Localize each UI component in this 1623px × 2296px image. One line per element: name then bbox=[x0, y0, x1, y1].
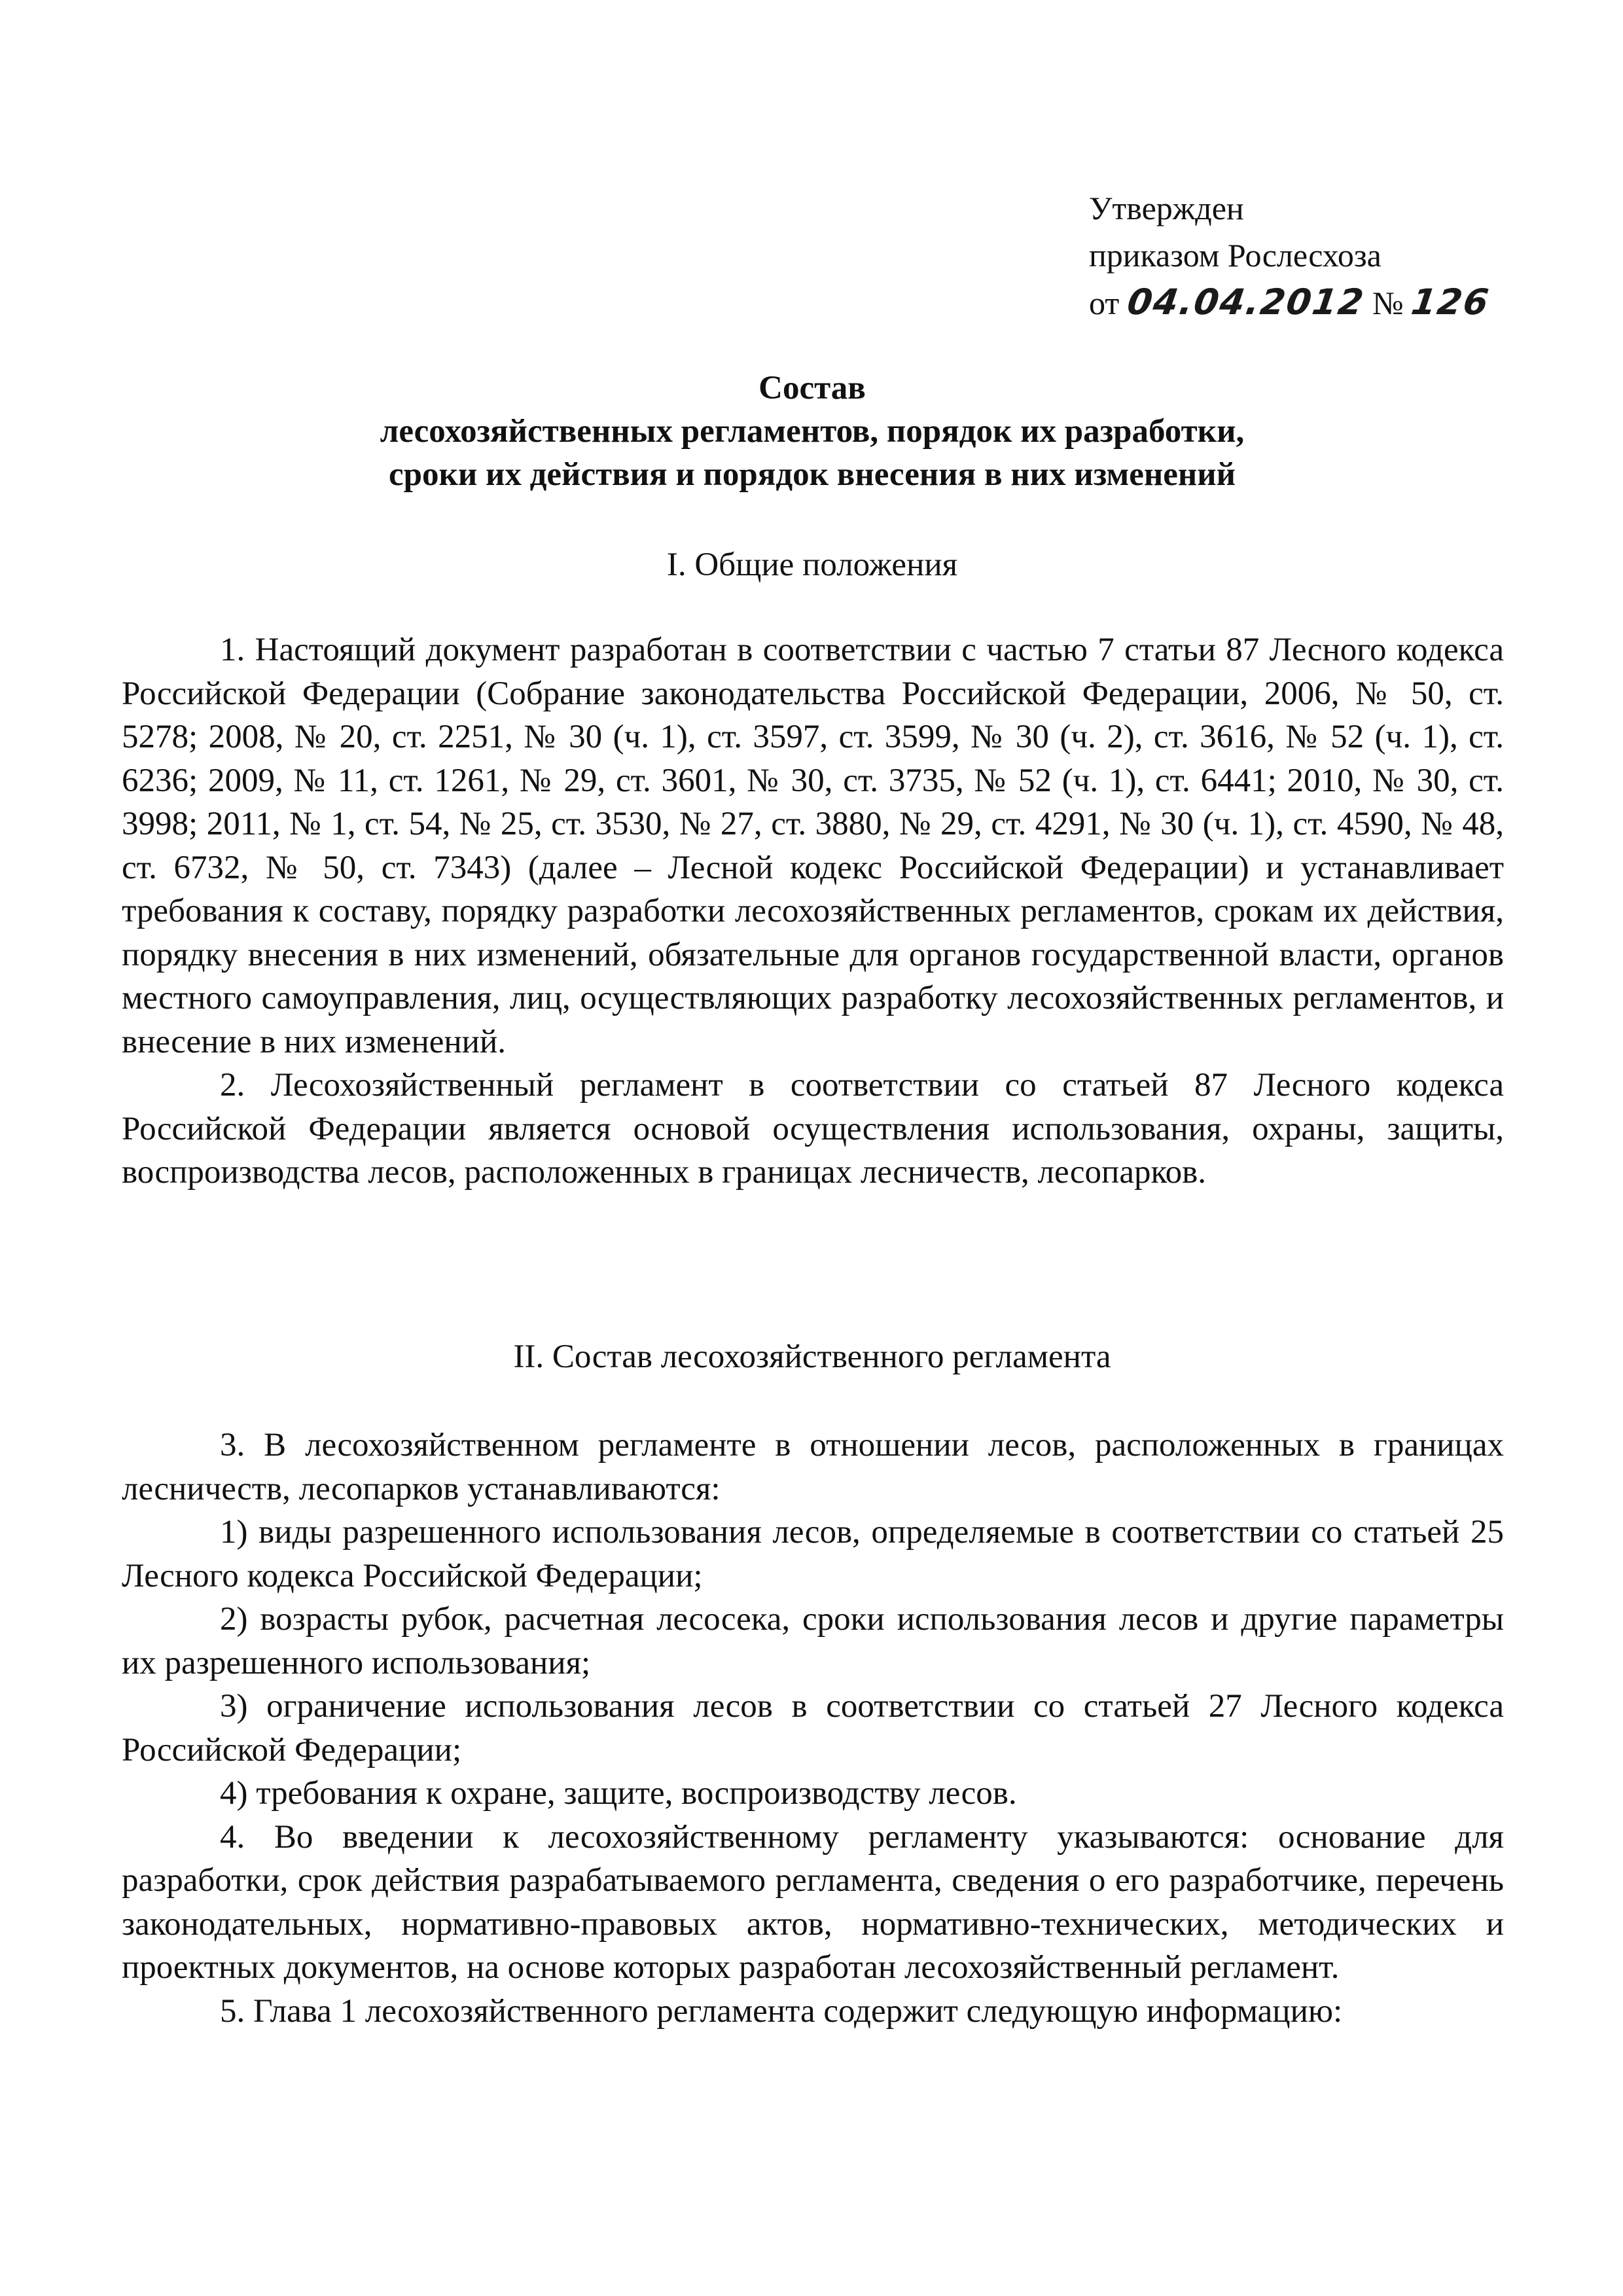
paragraph-3: 3. В лесохозяйственном регламенте в отношении лесов, расположенных в границах лесничеств, лесопарков устанавливаются: bbox=[122, 1427, 1504, 1507]
approval-date-prefix: от bbox=[1089, 285, 1120, 321]
approval-number-sign: № bbox=[1372, 285, 1404, 321]
approval-line-approved: Утвержден bbox=[1089, 190, 1244, 226]
section-1-heading: I. Общие положения bbox=[666, 547, 958, 583]
approval-line-date bbox=[1089, 279, 1493, 327]
approval-stamp-block bbox=[1089, 185, 1493, 327]
paragraph-1: 1. Настоящий документ разработан в соответствии с частью 7 статьи 87 Лесного кодекса Российской Федерации (Собрание законодательства Российской Федерации, 2006, № 50, ст. 5278; 2008, № 20, ст. 2251, № 30 (ч. 1), ст. 3597, ст. 3599, № 30 (ч. 2), ст. 3616, № 52 (ч. 1), ст. 6236; 2009, № 11, ст. 1261, № 29, ст. 3601, № 30, ст. 3735, № 52 (ч. 1), ст. 6441; 2010, № 30, ст. 3998; 2011, № 1, ст. 54, № 25, ст. 3530, № 27, ст. 3880, № 29, ст. 4291, № 30 (ч. 1), ст. 4590, № 48, ст. 6732, № 50, ст. 7343) (далее – Лесной кодекс Российской Федерации) и устанавливает требования к составу, порядку разработки лесохозяйственных регламентов, срокам их действия, порядку внесения в них изменений, обязательные для органов государственной власти, органов местного самоуправления, лиц, осуществляющих разработку лесохозяйственных регламентов, и внесение в них изменений. bbox=[122, 632, 1504, 1060]
paragraph-3-item-1: 1) виды разрешенного использования лесов, определяемые в соответствии со статьей 25 Лесного кодекса Российской Федерации; bbox=[122, 1514, 1504, 1594]
paragraph-3-item-4: 4) требования к охране, защите, воспроизводству лесов. bbox=[220, 1775, 1017, 1812]
title-line-2: лесохозяйственных регламентов, порядок их разработки, bbox=[380, 413, 1245, 450]
paragraph-3-item-2: 2) возрасты рубок, расчетная лесосека, сроки использования лесов и другие параметры их разрешенного использования; bbox=[122, 1601, 1504, 1681]
title-line-1: Состав bbox=[758, 370, 866, 406]
paragraph-4: 4. Во введении к лесохозяйственному регламенту указываются: основание для разработки, срок действия разрабатываемого регламента, сведения о его разработчике, перечень законодательных, нормативно-правовых актов, нормативно-технических, методических и проектных документов, на основе которых разработан лесохозяйственный регламент. bbox=[122, 1818, 1504, 1986]
title-line-3: сроки их действия и порядок внесения в них изменений bbox=[388, 456, 1236, 493]
section-1-body bbox=[122, 628, 1504, 1194]
paragraph-3-item-3: 3) ограничение использования лесов в соответствии со статьей 27 Лесного кодекса Российской Федерации; bbox=[122, 1688, 1504, 1768]
approval-handwritten-date: 04.04.2012 bbox=[1124, 281, 1367, 323]
document-title bbox=[122, 367, 1503, 496]
section-2-body bbox=[122, 1424, 1504, 2033]
paragraph-5: 5. Глава 1 лесохозяйственного регламента содержит следующую информацию: bbox=[220, 1992, 1343, 2030]
approval-line-order: приказом Рослесхоза bbox=[1089, 237, 1382, 274]
paragraph-2: 2. Лесохозяйственный регламент в соответствии со статьей 87 Лесного кодекса Российской Федерации является основой осуществления использования, охраны, защиты, воспроизводства лесов, расположенных в границах лесничеств, лесопарков. bbox=[122, 1067, 1504, 1191]
section-2-heading: II. Состав лесохозяйственного регламента bbox=[513, 1338, 1111, 1375]
approval-handwritten-number: 126 bbox=[1408, 281, 1493, 323]
